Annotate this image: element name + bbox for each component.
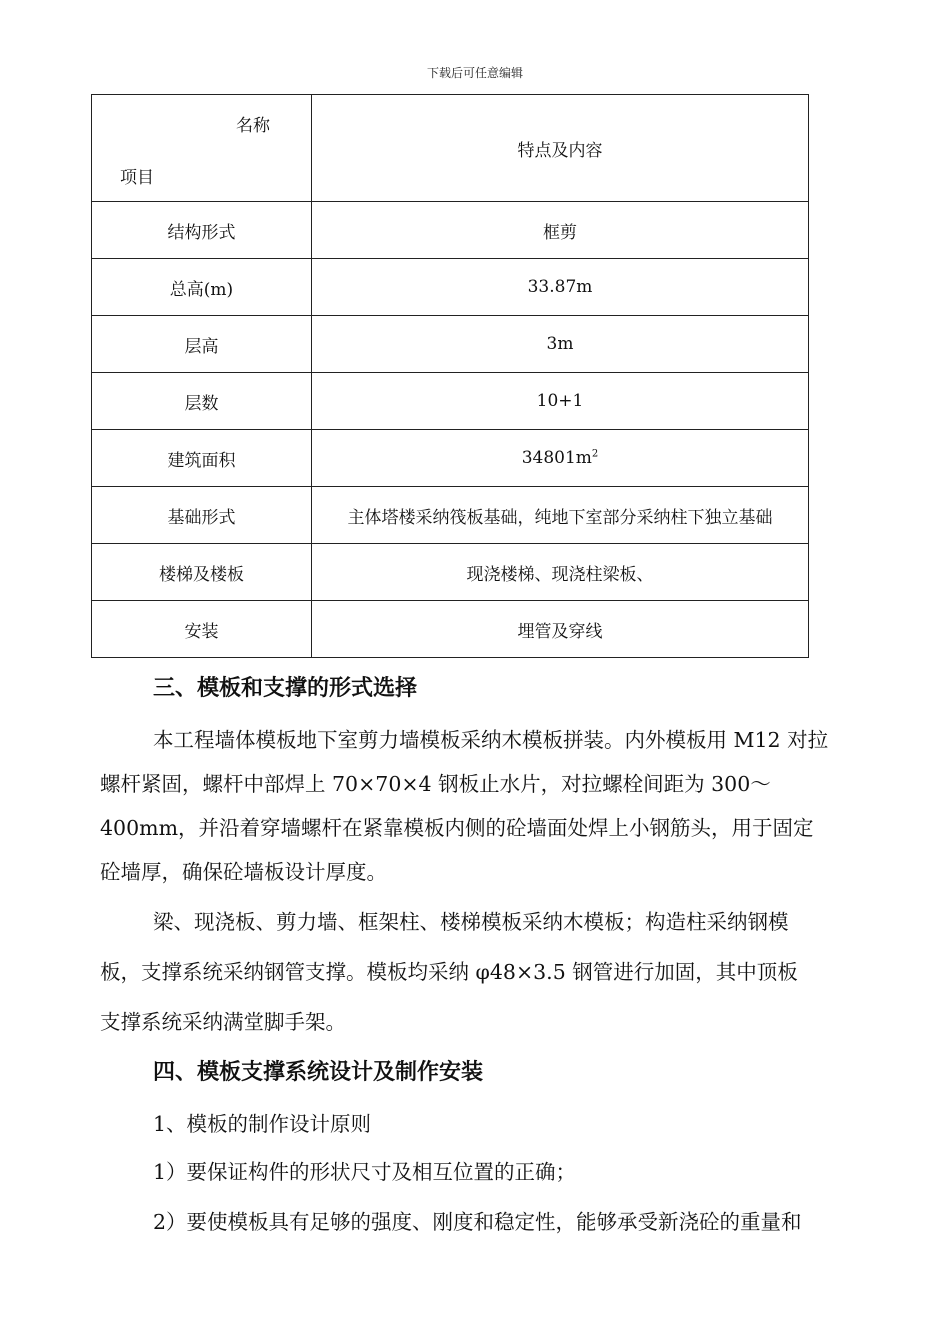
row-label: 总高(m) bbox=[92, 259, 312, 316]
row-label: 层数 bbox=[92, 373, 312, 430]
paragraph-line: 砼墙厚，确保砼墙板设计厚度。 bbox=[100, 860, 387, 884]
row-value bbox=[312, 430, 809, 487]
paragraph-line: 400mm，并沿着穿墙螺杆在紧靠模板内侧的砼墙面处焊上小钢筋头，用于固定 bbox=[100, 816, 814, 840]
list-item: 1、模板的制作设计原则 bbox=[153, 1112, 372, 1136]
paragraph-line: 螺杆紧固，螺杆中部焊上 70×70×4 钢板止水片，对拉螺栓间距为 300～ bbox=[100, 772, 771, 796]
row-value: 主体塔楼采纳筏板基础，纯地下室部分采纳柱下独立基础 bbox=[312, 487, 809, 544]
list-item: 2）要使模板具有足够的强度、刚度和稳定性，能够承受新浇砼的重量和 bbox=[153, 1210, 802, 1234]
table-row bbox=[92, 544, 809, 601]
row-label: 楼梯及楼板 bbox=[92, 544, 312, 601]
table-row bbox=[92, 601, 809, 658]
header-note: 下载后可任意编辑 bbox=[426, 66, 523, 80]
list-item: 1）要保证构件的形状尺寸及相互位置的正确； bbox=[153, 1160, 577, 1184]
area-value: 34801m bbox=[521, 448, 592, 468]
corner-cell bbox=[92, 95, 312, 202]
table-row bbox=[92, 316, 809, 373]
area-unit-superscript: 2 bbox=[591, 448, 599, 460]
header-right-cell: 特点及内容 bbox=[312, 95, 809, 202]
spec-table bbox=[91, 94, 809, 658]
table-row bbox=[92, 259, 809, 316]
corner-top-label: 名称 bbox=[236, 116, 270, 136]
row-value: 现浇楼梯、现浇柱梁板、 bbox=[312, 544, 809, 601]
row-label: 基础形式 bbox=[92, 487, 312, 544]
paragraph-line: 本工程墙体模板地下室剪力墙模板采纳木模板拼装。内外模板用 M12 对拉 bbox=[153, 728, 829, 752]
table-row bbox=[92, 373, 809, 430]
row-label: 安装 bbox=[92, 601, 312, 658]
row-value: 框剪 bbox=[312, 202, 809, 259]
row-label: 建筑面积 bbox=[92, 430, 312, 487]
row-label: 层高 bbox=[92, 316, 312, 373]
section3-heading: 三、模板和支撑的形式选择 bbox=[153, 675, 418, 701]
corner-bottom-label: 项目 bbox=[120, 168, 154, 188]
row-value: 10+1 bbox=[312, 373, 809, 430]
row-label: 结构形式 bbox=[92, 202, 312, 259]
table-row bbox=[92, 430, 809, 487]
table-row bbox=[92, 202, 809, 259]
row-value: 33.87m bbox=[312, 259, 809, 316]
row-value: 3m bbox=[312, 316, 809, 373]
row-value: 埋管及穿线 bbox=[312, 601, 809, 658]
table-header-row bbox=[92, 95, 809, 202]
table-row bbox=[92, 487, 809, 544]
paragraph-line: 梁、现浇板、剪力墙、框架柱、楼梯模板采纳木模板；构造柱采纳钢模 bbox=[153, 910, 789, 934]
paragraph-line: 板，支撑系统采纳钢管支撑。模板均采纳 φ48×3.5 钢管进行加固，其中顶板 bbox=[100, 960, 798, 984]
paragraph-line: 支撑系统采纳满堂脚手架。 bbox=[100, 1010, 346, 1034]
section4-heading: 四、模板支撑系统设计及制作安装 bbox=[153, 1059, 484, 1085]
